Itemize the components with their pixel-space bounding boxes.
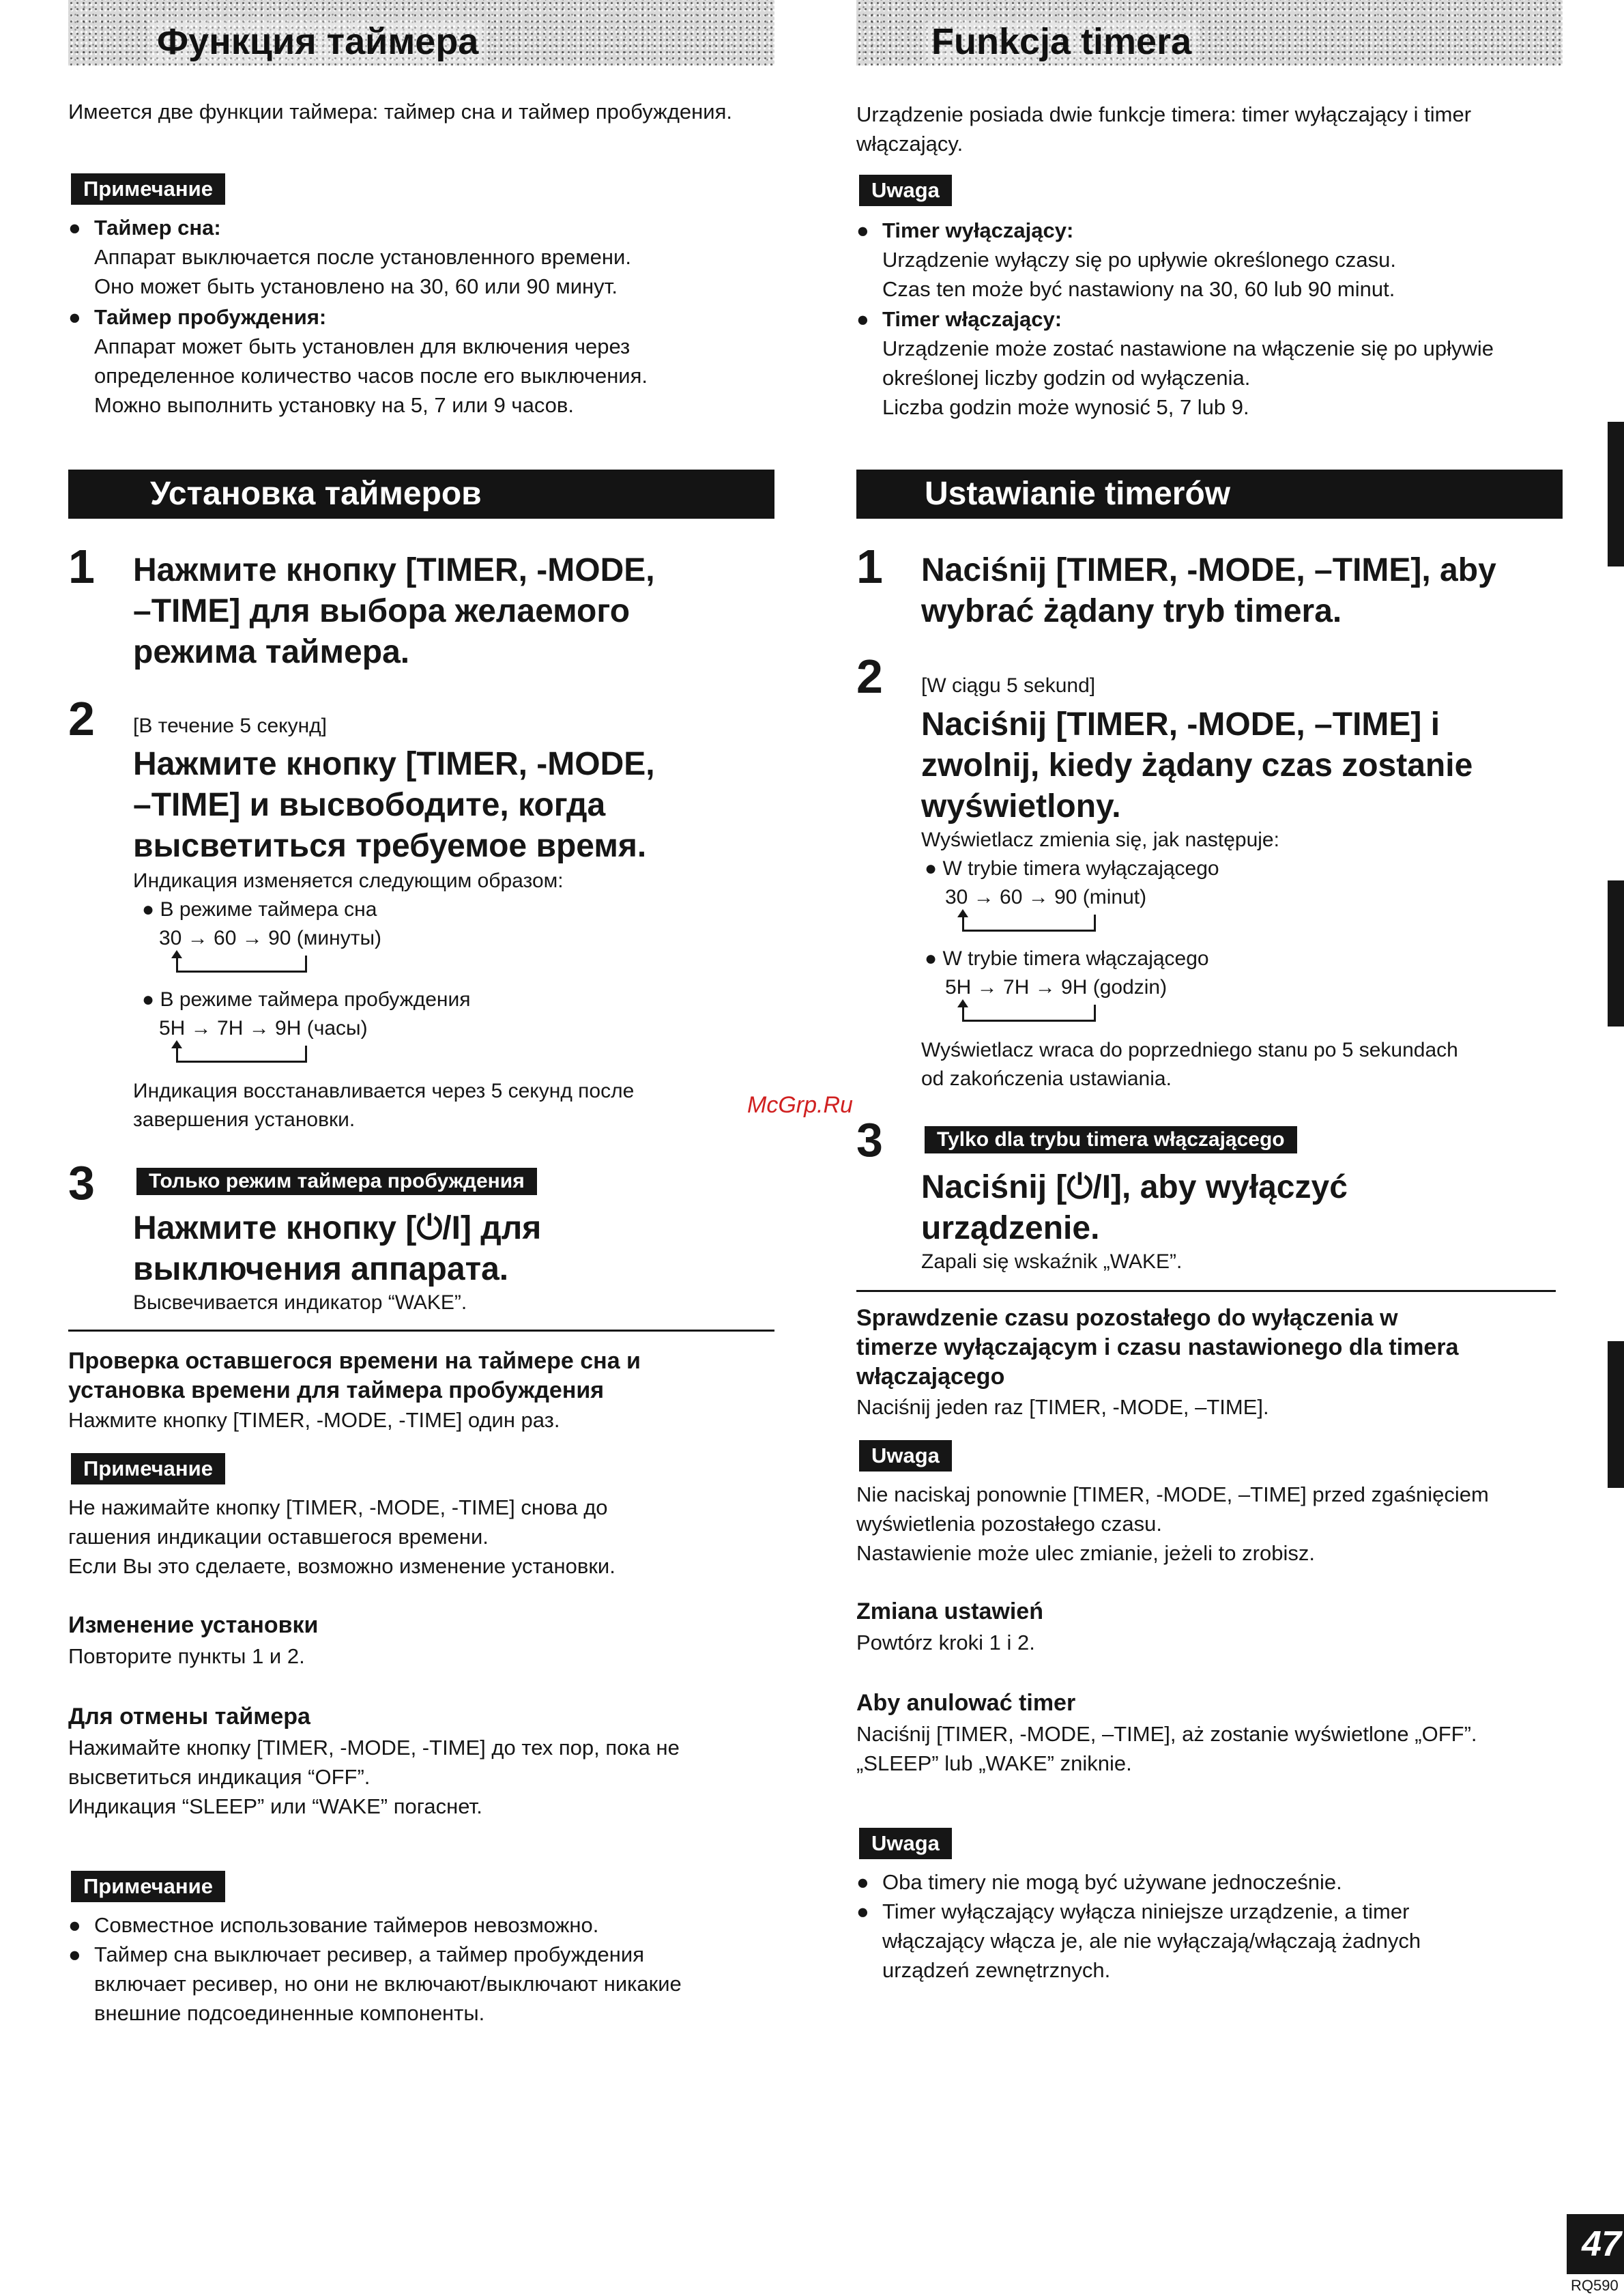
note-label: Примечание (71, 173, 225, 205)
intro-text: Имеется две функции таймера: таймер сна и таймер пробуждения. (68, 100, 732, 124)
note-item-line: Czas ten może być nastawiony na 30, 60 lub 90 minut. (882, 277, 1395, 301)
step-line: –TIME] и высвободите, когда (133, 787, 606, 823)
heading-line: włączającego (856, 1364, 1005, 1390)
step-line: zwolnij, kiedy żądany czas zostanie (921, 747, 1473, 784)
step-line: wyświetlony. (921, 788, 1121, 824)
note-item-line: określonej liczby godzin od wyłączenia. (882, 366, 1251, 390)
step-line: Нажмите кнопку [⏻/I] для (133, 1210, 542, 1246)
text-line: Wyświetlacz wraca do poprzedniego stanu po 5 sekundach (921, 1039, 1458, 1061)
setup-title-text: Установка таймеров (150, 476, 482, 512)
step-3-number: 3 (68, 1156, 95, 1209)
step-2-bullet-sleep (142, 895, 377, 924)
step-2-number: 2 (68, 692, 95, 745)
step-2-bullet-wake (142, 986, 470, 1014)
bullet-icon: ● (68, 1942, 81, 1966)
step-1-text (921, 550, 1563, 632)
cancel-text (68, 1733, 774, 1821)
step-3-sub: Zapali się wskaźnik „WAKE”. (921, 1250, 1183, 1273)
cancel-text (856, 1719, 1563, 1778)
divider (856, 1290, 1556, 1292)
page-number: 47 (1567, 2214, 1624, 2274)
text-line: Nie naciskaj ponownie [TIMER, -MODE, –TIME] przed zgaśnięciem (856, 1482, 1489, 1506)
cycle-return-arrow-icon (176, 956, 307, 973)
text-line: Совместное использование таймеров невозможно. (94, 1913, 599, 1937)
document-code: RQ590 (1571, 2277, 1619, 2294)
text-line: Nastawienie może ulec zmianie, jeżeli to zrobisz. (856, 1541, 1315, 1565)
text-line: внешние подсоединенные компоненты. (94, 2001, 485, 2025)
step-3-mode-tag: Tylko dla trybu timera włączającego (925, 1126, 1297, 1153)
step-2-number: 2 (856, 650, 883, 703)
note-item-line: Оно может быть установлено на 30, 60 или 90 минут. (94, 274, 618, 298)
note-item-on (856, 304, 1563, 422)
text-line: od zakończenia ustawiania. (921, 1067, 1172, 1090)
note-item-line: Urządzenie wyłączy się po upływie określonego czasu. (882, 248, 1396, 272)
cycle-off: 30 → 60 → 90 (minut) (945, 886, 1147, 908)
text-line: высветиться индикация “OFF”. (68, 1765, 371, 1789)
text-line: Urządzenie posiada dwie funkcje timera: timer wyłączający i timer (856, 102, 1472, 126)
text-line: wyświetlenia pozostałego czasu. (856, 1512, 1163, 1536)
bullet-text: В режиме таймера пробуждения (160, 988, 471, 1011)
step-line: Naciśnij [TIMER, -MODE, –TIME] i (921, 706, 1440, 743)
step-2-time-note: [W ciągu 5 sekund] (921, 674, 1096, 697)
step-line: –TIME] для выбора желаемого (133, 593, 630, 629)
bullet-icon: ● (925, 857, 943, 880)
step-2-bullet-on (925, 945, 1209, 973)
text-line: Нажимайте кнопку [TIMER, -MODE, -TIME] до тех пор, пока не (68, 1736, 680, 1760)
cancel-heading: Aby anulować timer (856, 1690, 1076, 1716)
note-item-line: Urządzenie może zostać nastawione na włączenie się po upływie (882, 336, 1494, 360)
step-1-number: 1 (68, 540, 95, 593)
note-item-wake (68, 302, 774, 420)
step-3-number: 3 (856, 1113, 883, 1166)
step-2-text (133, 744, 774, 867)
text-line: Если Вы это сделаете, возможно изменение установки. (68, 1554, 615, 1578)
note-label: Примечание (71, 1453, 225, 1484)
note-3-item (68, 1910, 774, 1940)
note-label: Uwaga (859, 1440, 952, 1472)
note-item-line: Можно выполнить установку на 5, 7 или 9 часов. (94, 393, 574, 417)
step-line: режима таймера. (133, 634, 410, 670)
note-item-sleep (68, 213, 774, 301)
note-label: Uwaga (859, 1828, 952, 1859)
divider (68, 1330, 774, 1332)
change-text: Повторите пункты 1 и 2. (68, 1644, 305, 1668)
side-tab-marker (1608, 1341, 1624, 1488)
check-text: Naciśnij jeden raz [TIMER, -MODE, –TIME]. (856, 1395, 1269, 1419)
intro-text (856, 100, 1563, 158)
cycle-return-arrow-icon (962, 915, 1096, 932)
text-line: Oba timery nie mogą być używane jednocześnie. (882, 1870, 1342, 1894)
setup-title-bar (856, 470, 1563, 519)
watermark: McGrp.Ru (747, 1092, 853, 1118)
setup-title-bar (68, 470, 774, 519)
change-heading: Изменение установки (68, 1612, 319, 1638)
side-tab-marker (1608, 880, 1624, 1027)
text-line: Таймер сна выключает ресивер, а таймер пробуждения (94, 1942, 644, 1966)
note-item-off (856, 216, 1563, 304)
step-2-after (921, 1036, 1563, 1093)
section-title-text: Функция таймера (150, 20, 485, 63)
step-line: wybrać żądany tryb timera. (921, 593, 1342, 629)
cycle-return-arrow-icon (962, 1005, 1096, 1022)
bullet-icon: ● (68, 305, 81, 329)
bullet-icon: ● (68, 1913, 81, 1937)
section-title-timer-function (68, 0, 774, 66)
bullet-icon: ● (925, 947, 943, 970)
step-3-sub: Высвечивается индикатор “WAKE”. (133, 1291, 467, 1314)
bullet-icon: ● (856, 1870, 869, 1894)
step-1-text (133, 550, 774, 673)
text-line: włączający. (856, 132, 963, 156)
step-line: urządzenie. (921, 1210, 1100, 1246)
text-line: Индикация восстанавливается через 5 секунд после (133, 1080, 635, 1102)
text-line: Timer wyłączający wyłącza niniejsze urządzenie, a timer (882, 1899, 1410, 1923)
bullet-text: В режиме таймера сна (160, 898, 377, 921)
cancel-heading: Для отмены таймера (68, 1704, 310, 1730)
text-line: „SLEEP” lub „WAKE” zniknie. (856, 1751, 1132, 1775)
note-2-text (68, 1493, 774, 1581)
cycle-sleep: 30 → 60 → 90 (минуты) (159, 927, 382, 949)
heading-line: Sprawdzenie czasu pozostałego do wyłączenia w (856, 1305, 1398, 1331)
note-item-line: Аппарат выключается после установленного времени. (94, 245, 631, 269)
step-2-sub: Wyświetlacz zmienia się, jak następuje: (921, 829, 1279, 851)
heading-line: Проверка оставшегося времени на таймере сна и (68, 1348, 641, 1374)
note-3-item (856, 1867, 1563, 1897)
change-heading: Zmiana ustawień (856, 1598, 1043, 1624)
heading-line: timerze wyłączającym i czasu nastawionego dla timera (856, 1334, 1459, 1360)
note-label: Uwaga (859, 175, 952, 206)
note-item-line: Liczba godzin może wynosić 5, 7 lub 9. (882, 395, 1249, 419)
text-line: гашения индикации оставшегося времени. (68, 1525, 489, 1549)
cycle-return-arrow-icon (176, 1046, 307, 1063)
cycle-on: 5H → 7H → 9H (godzin) (945, 976, 1168, 999)
bullet-text: W trybie timera wyłączającego (942, 857, 1219, 880)
step-line: Нажмите кнопку [TIMER, -MODE, (133, 746, 655, 782)
check-text: Нажмите кнопку [TIMER, -MODE, -TIME] один раз. (68, 1408, 560, 1432)
step-line: Naciśnij [⏻/I], aby wyłączyć (921, 1169, 1348, 1205)
step-3-text (921, 1167, 1563, 1249)
bullet-icon: ● (142, 988, 160, 1011)
note-item-head: Timer włączający: (882, 307, 1062, 331)
bullet-icon: ● (68, 216, 81, 240)
note-3-item (68, 1940, 774, 2028)
text-line: завершения установки. (133, 1108, 356, 1131)
text-line: Индикация “SLEEP” или “WAKE” погаснет. (68, 1794, 482, 1818)
text-line: включает ресивер, но они не включают/выключают никакие (94, 1972, 682, 1996)
section-title-text: Funkcja timera (925, 20, 1198, 63)
step-line: высветиться требуемое время. (133, 828, 647, 864)
step-line: выключения аппарата. (133, 1251, 509, 1287)
step-2-after (133, 1077, 774, 1134)
bullet-text: W trybie timera włączającego (942, 947, 1209, 970)
bullet-icon: ● (856, 1899, 869, 1923)
bullet-icon: ● (856, 307, 869, 331)
bullet-icon: ● (856, 218, 869, 242)
step-2-bullet-off (925, 855, 1219, 883)
note-item-head: Таймер пробуждения: (94, 305, 327, 329)
step-3-mode-tag: Только режим таймера пробуждения (136, 1168, 537, 1195)
check-heading (856, 1304, 1563, 1392)
step-line: Нажмите кнопку [TIMER, -MODE, (133, 552, 655, 588)
text-line: włączający włącza je, ale nie wyłączają/włączają żadnych (882, 1929, 1421, 1953)
step-3-text (133, 1208, 774, 1290)
note-item-line: определенное количество часов после его выключения. (94, 364, 648, 388)
note-item-head: Таймер сна: (94, 216, 221, 240)
text-line: Не нажимайте кнопку [TIMER, -MODE, -TIME] снова до (68, 1495, 608, 1519)
bullet-icon: ● (142, 898, 160, 921)
step-2-sub: Индикация изменяется следующим образом: (133, 870, 564, 892)
check-heading (68, 1347, 774, 1405)
note-3-item (856, 1897, 1563, 1985)
step-2-text (921, 704, 1563, 827)
cycle-wake: 5H → 7H → 9H (часы) (159, 1017, 368, 1039)
setup-title-text: Ustawianie timerów (925, 476, 1231, 512)
note-label: Примечание (71, 1871, 225, 1902)
note-2-text (856, 1480, 1563, 1568)
step-1-number: 1 (856, 540, 883, 593)
section-title-timer-function (856, 0, 1563, 66)
note-item-line: Аппарат может быть установлен для включения через (94, 334, 630, 358)
note-item-head: Timer wyłączający: (882, 218, 1074, 242)
text-line: Naciśnij [TIMER, -MODE, –TIME], aż zostanie wyświetlone „OFF”. (856, 1722, 1477, 1746)
heading-line: установка времени для таймера пробуждения (68, 1377, 605, 1403)
change-text: Powtórz kroki 1 i 2. (856, 1631, 1035, 1654)
step-line: Naciśnij [TIMER, -MODE, –TIME], aby (921, 552, 1496, 588)
text-line: urządzeń zewnętrznych. (882, 1958, 1111, 1982)
side-tab-marker (1608, 422, 1624, 566)
step-2-time-note: [В течение 5 секунд] (133, 715, 328, 737)
